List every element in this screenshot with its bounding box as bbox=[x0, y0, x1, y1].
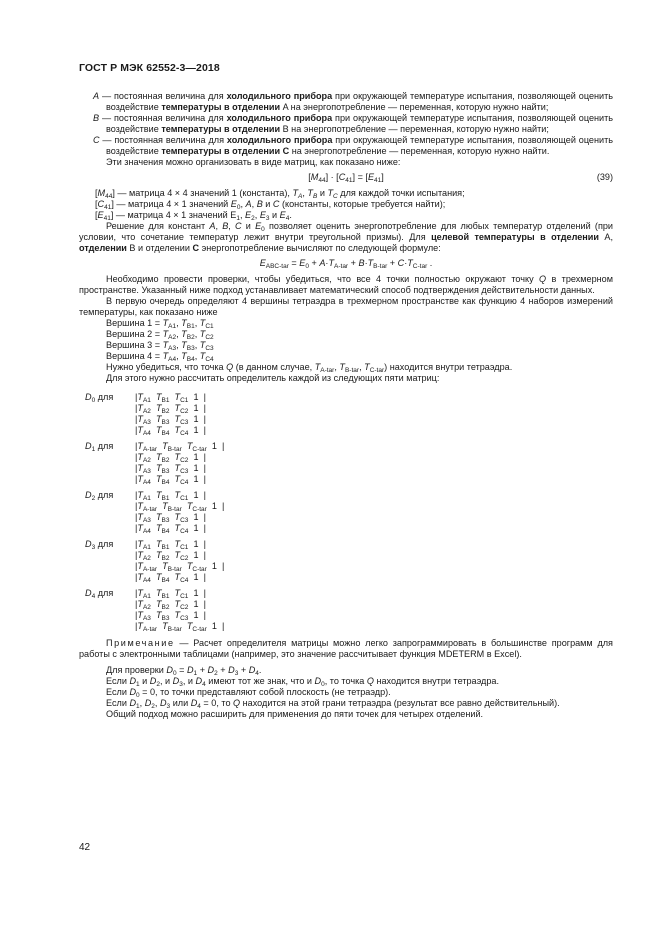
check-paragraph: Необходимо провести проверки, чтобы убедиться, что все 4 точки полностью окружают точку Q в трехмерном пространстве. Указанный ниже подход устанавливает математический способ подтверждения действительности данных. bbox=[79, 274, 613, 295]
determinant-label: $D_2$ для bbox=[85, 490, 114, 502]
determinant-row: $|T_{A1}$ $T_{B1}$ $T_{C1}$ 1 | bbox=[135, 539, 206, 551]
determinant-row: $|T_{A2}$ $T_{B2}$ $T_{C2}$ 1 | bbox=[135, 452, 206, 464]
det-intro: Для этого нужно рассчитать определитель каждой из следующих пяти матриц: bbox=[106, 373, 440, 383]
determinant-row: $|T_{A3}$ $T_{B3}$ $T_{C3}$ 1 | bbox=[135, 463, 206, 475]
formula-39-number: (39) bbox=[596, 172, 613, 182]
determinant-label: $D_3$ для bbox=[85, 539, 114, 551]
determinant-row: $|T_{A2}$ $T_{B2}$ $T_{C2}$ 1 | bbox=[135, 550, 206, 562]
determinant-4 bbox=[79, 588, 613, 632]
determinant-row: $|T_{A-tar}$ $T_{B-tar}$ $T_{C-tar}$ 1 | bbox=[135, 501, 225, 513]
determinant-row: $|T_{A3}$ $T_{B3}$ $T_{C3}$ 1 | bbox=[135, 610, 206, 622]
determinant-row: $|T_{A1}$ $T_{B1}$ $T_{C1}$ 1 | bbox=[135, 490, 206, 502]
determinant-label: $D_1$ для bbox=[85, 441, 114, 453]
determinant-3 bbox=[79, 539, 613, 583]
matrix-def-c41: $[C_{41}]$ — матрица 4 × 1 значений $E_0$, A, B и C (константы, которые требуется найти); bbox=[95, 199, 446, 211]
check-item-1: Для проверки $D_0 = D_1 + D_2 + D_3 + D_4$. bbox=[106, 665, 262, 677]
determinant-row: $|T_{A4}$ $T_{B4}$ $T_{C4}$ 1 | bbox=[135, 572, 206, 584]
determinant-rows bbox=[135, 588, 224, 632]
determinant-row: $|T_{A3}$ $T_{B3}$ $T_{C3}$ 1 | bbox=[135, 512, 206, 524]
definition-b: B — постоянная величина для холодильного прибора при окружающей температуре испытания, позволяющей оценить воздействие температуры в отделении B на энергопотребление — переменная, которую нужно найти; bbox=[93, 113, 614, 134]
matrix-intro: Эти значения можно организовать в виде матриц, как показано ниже: bbox=[106, 157, 401, 167]
check-item-2: Если $D_1$ и $D_2$, и $D_3$, и $D_4$ имеют тот же знак, что и $D_0$, то точка Q находится внутри тетраэдра. bbox=[106, 676, 499, 688]
determinant-rows bbox=[135, 392, 206, 436]
determinant-row: $|T_{A4}$ $T_{B4}$ $T_{C4}$ 1 | bbox=[135, 425, 206, 437]
determinant-row: $|T_{A3}$ $T_{B3}$ $T_{C3}$ 1 | bbox=[135, 414, 206, 426]
determinant-2 bbox=[79, 490, 613, 534]
vertex-1: Вершина $1 = T_{A1}$, $T_{B1}$, $T_{C1}$ bbox=[106, 318, 214, 330]
determinant-row: $|T_{A4}$ $T_{B4}$ $T_{C4}$ 1 | bbox=[135, 474, 206, 486]
page-content bbox=[79, 91, 613, 720]
formula-39 bbox=[79, 172, 613, 186]
determinant-row: $|T_{A2}$ $T_{B2}$ $T_{C2}$ 1 | bbox=[135, 403, 206, 415]
vertex-3: Вершина $3 = T_{A3}$, $T_{B3}$, $T_{C3}$ bbox=[106, 340, 214, 352]
determinant-label: $D_0$ для bbox=[85, 392, 114, 404]
note-text: — Расчет определителя матрицы можно легко запрограммировать в большинстве программ для работы с электронными таблицами (например, это значение рассчитывает функция MDETERM в Excel). bbox=[79, 638, 613, 659]
determinant-row: $|T_{A1}$ $T_{B1}$ $T_{C1}$ 1 | bbox=[135, 392, 206, 404]
determinant-row: $|T_{A2}$ $T_{B2}$ $T_{C2}$ 1 | bbox=[135, 599, 206, 611]
formula-energy-expression: $E_{ABC-tar} = E_0 + A\cdot T_{A-tar} + B\cdot T_{B-tar} + C\cdot T_{C-tar}$ . bbox=[259, 258, 433, 270]
formula-39-expression: $[M_{44}] \cdot [C_{41}] = [E_{41}]$ bbox=[308, 172, 384, 184]
vertex-2: Вершина $2 = T_{A2}$, $T_{B2}$, $T_{C2}$ bbox=[106, 329, 214, 341]
matrix-def-m44: $[M_{44}]$ — матрица 4 × 4 значений 1 (константа), $T_A$, $T_B$ и $T_C$ для каждой точки испытания; bbox=[95, 188, 465, 200]
first-paragraph: В первую очередь определяют 4 вершины тетраэдра в трехмерном пространстве как функцию 4 наборов измерений температуры, как показано ниже bbox=[79, 296, 613, 317]
vertices-list bbox=[79, 318, 613, 362]
determinant-0 bbox=[79, 392, 613, 436]
note bbox=[79, 638, 613, 660]
check-item-3: Если $D_0 = 0$, то точки представляют собой плоскость (не тетраэдр). bbox=[106, 687, 391, 699]
page-number: 42 bbox=[79, 842, 91, 853]
determinant-row: $|T_{A4}$ $T_{B4}$ $T_{C4}$ 1 | bbox=[135, 523, 206, 535]
determinant-rows bbox=[135, 490, 224, 534]
determinant-row: $|T_{A-tar}$ $T_{B-tar}$ $T_{C-tar}$ 1 | bbox=[135, 441, 225, 453]
vertex-4: Вершина $4 = T_{A4}$, $T_{B4}$, $T_{C4}$ bbox=[106, 351, 214, 363]
determinant-1 bbox=[79, 441, 613, 485]
checks-list bbox=[79, 665, 613, 720]
determinant-rows bbox=[135, 441, 224, 485]
note-label: Примечание bbox=[106, 638, 175, 648]
determinant-row: $|T_{A-tar}$ $T_{B-tar}$ $T_{C-tar}$ 1 | bbox=[135, 561, 225, 573]
determinant-label: $D_4$ для bbox=[85, 588, 114, 600]
check-line: Нужно убедиться, что точка Q (в данном случае, $T_{A-tar}$, $T_{B-tar}$, $T_{C-tar}$) находится внутри тетраэдра. bbox=[106, 362, 513, 374]
matrix-def-e41: $[E_{41}]$ — матрица 4 × 1 значений $E_1$, $E_2$, $E_3$ и $E_4$. bbox=[95, 210, 292, 222]
determinant-row: $|T_{A1}$ $T_{B1}$ $T_{C1}$ 1 | bbox=[135, 588, 206, 600]
definition-a: A — постоянная величина для холодильного прибора при окружающей температуре испытания, позволяющей оценить воздействие температуры в отделении A на энергопотребление — переменная, которую нужно найти; bbox=[93, 91, 614, 112]
matrix-definitions bbox=[79, 188, 613, 221]
determinant-rows bbox=[135, 539, 224, 583]
determinant-list bbox=[79, 392, 613, 632]
document-header: ГОСТ Р МЭК 62552-3—2018 bbox=[79, 62, 220, 74]
check-item-4: Если $D_1$, $D_2$, $D_3$ или $D_4 = 0$, то Q находится на этой грани тетраэдра (результат все равно действительный). bbox=[106, 698, 560, 710]
solution-paragraph: Решение для констант A, B, C и $E_0$ позволяет оценить энергопотребление для любых температур отделений (при условии, что сочетание температур лежит внутри треугольной призмы). Для целевой температуры в отделении A, отделении B и отделении C энергопотребление вычисляют по следующей формуле: bbox=[79, 221, 614, 253]
determinant-row: $|T_{A-tar}$ $T_{B-tar}$ $T_{C-tar}$ 1 | bbox=[135, 621, 225, 633]
definition-c: C — постоянная величина для холодильного прибора при окружающей температуре испытания, позволяющей оценить воздействие температуры в отделении C на энергопотребление — переменная, которую нужно найти. bbox=[93, 135, 613, 156]
check-item-5: Общий подход можно расширить для применения до пяти точек для четырех отделений. bbox=[106, 709, 484, 719]
formula-energy bbox=[79, 258, 613, 272]
